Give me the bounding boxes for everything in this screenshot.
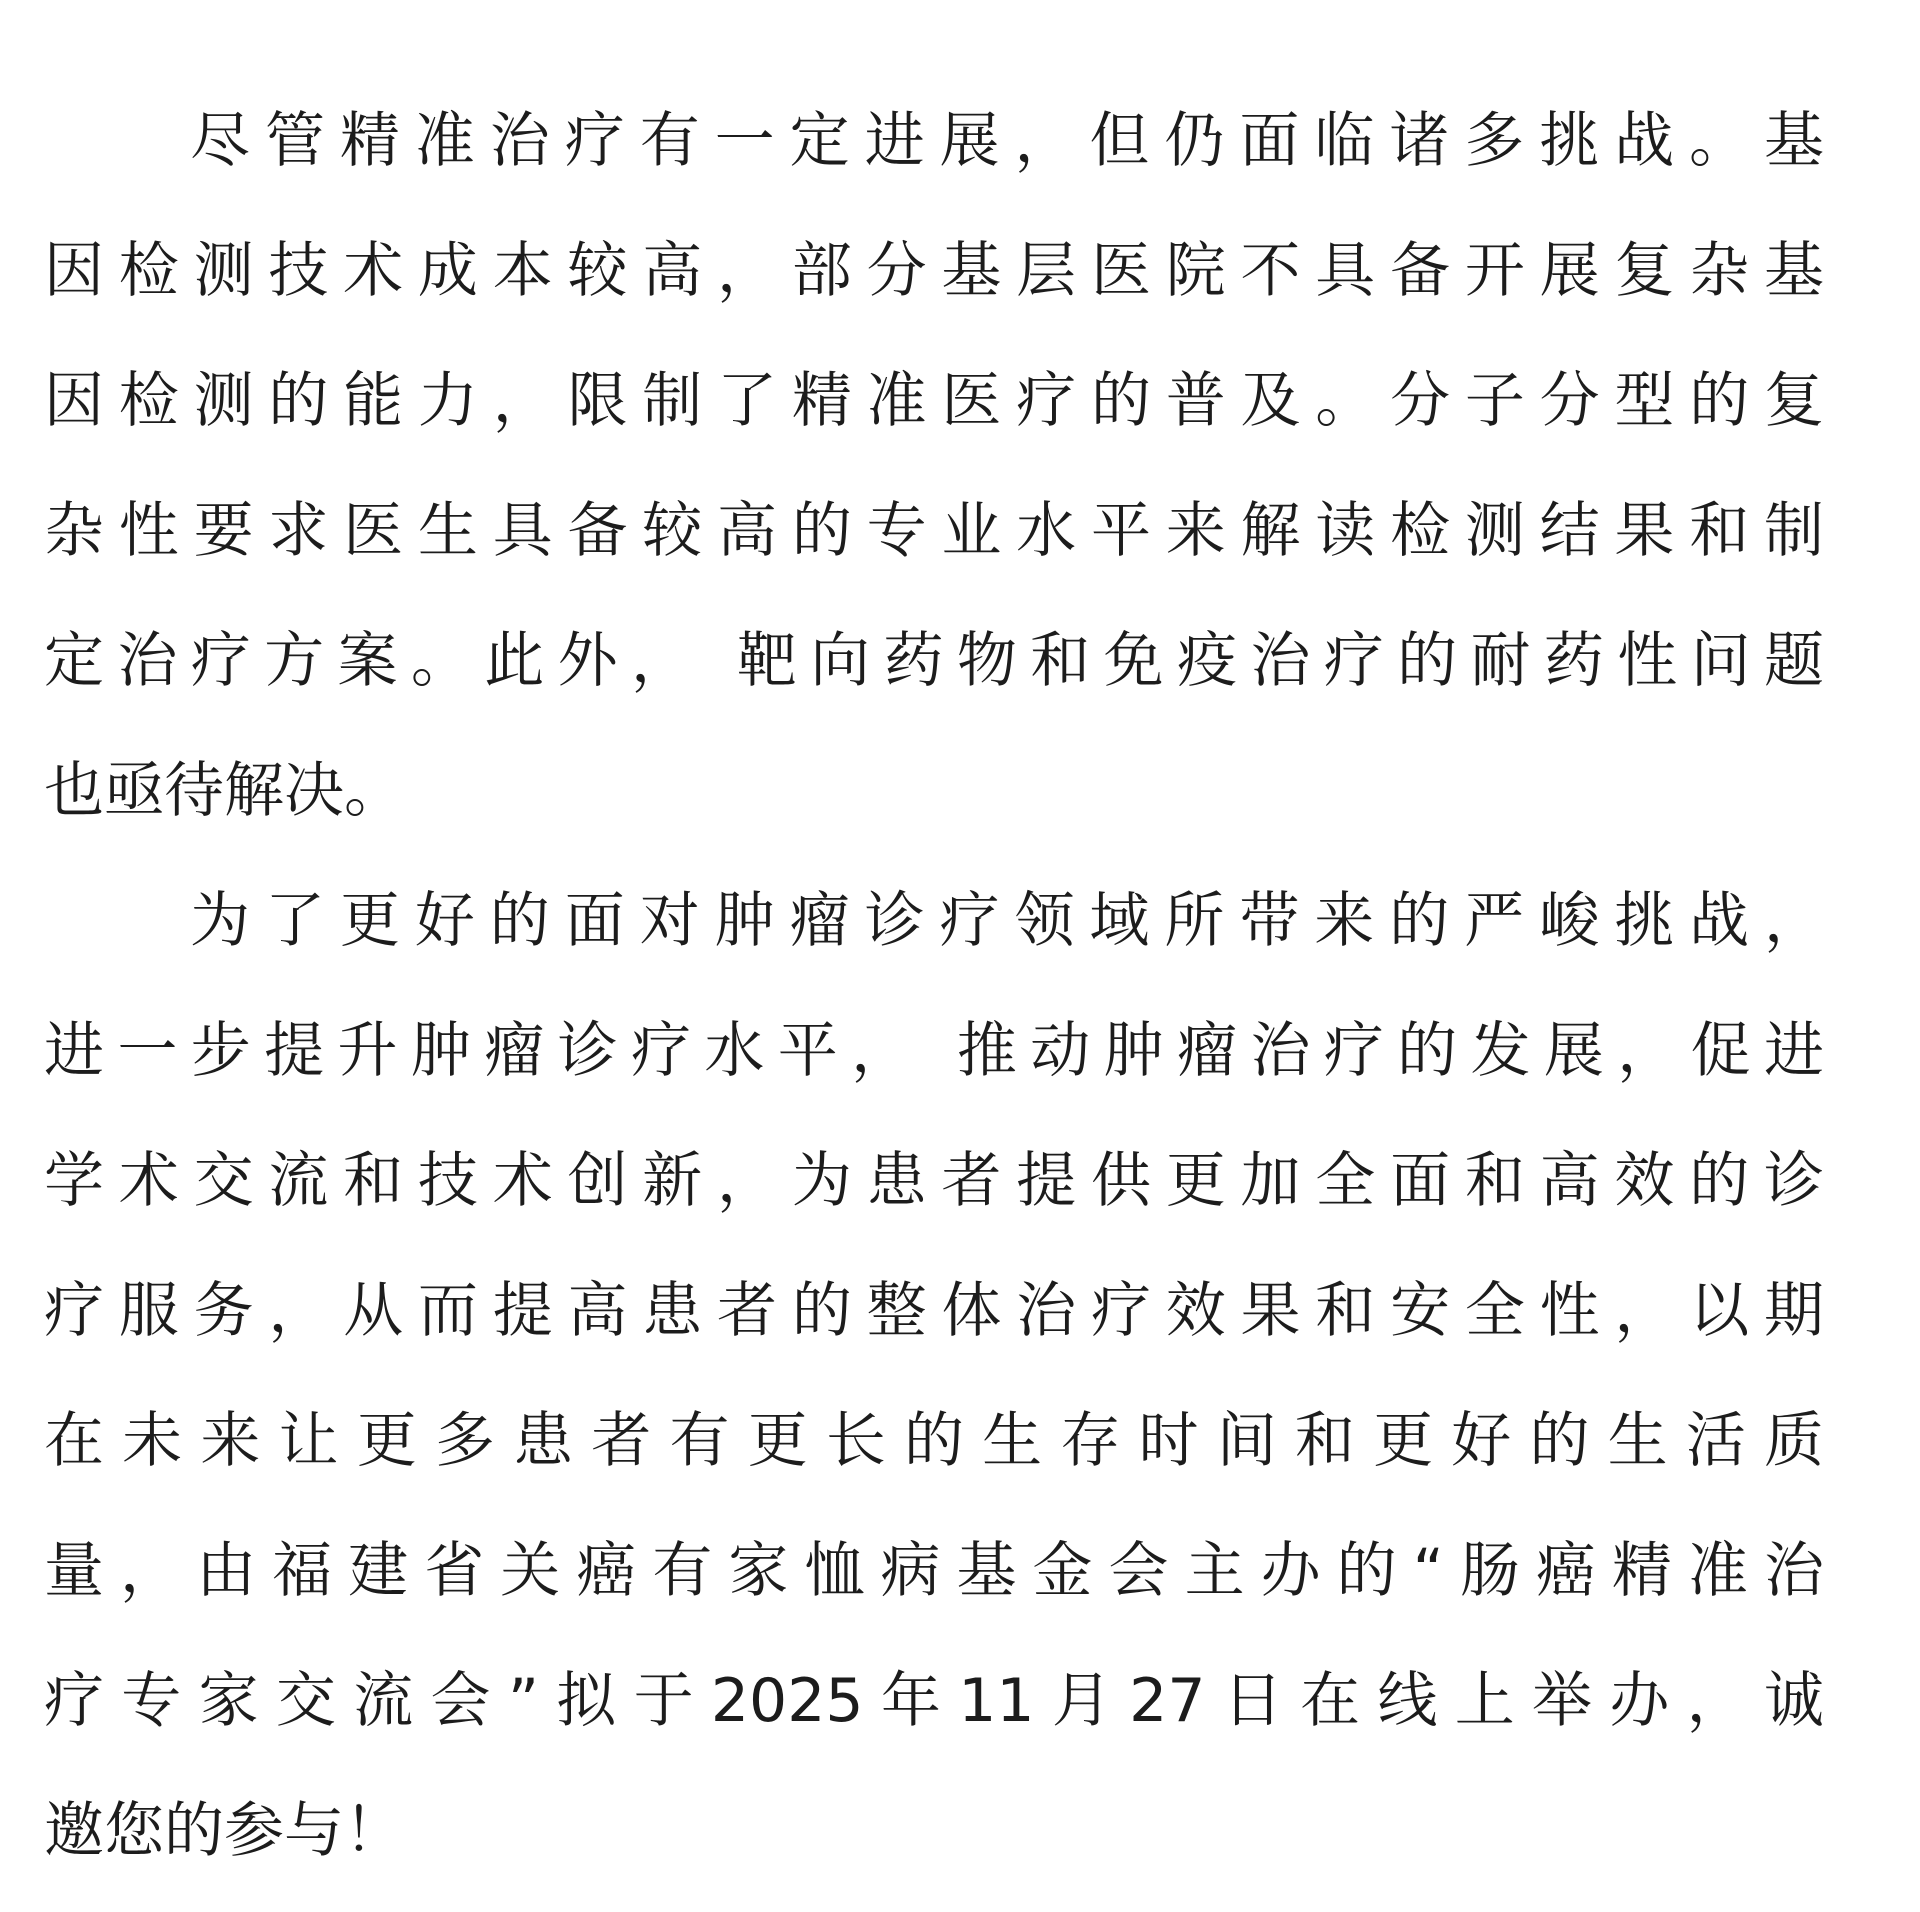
paragraph-2 xyxy=(44,856,1824,1896)
text-line: 疗专家交流会”拟于2025年11月27日在线上举办，诚 xyxy=(44,1666,1824,1736)
text-line: 为了更好的面对肿瘤诊疗领域所带来的严峻挑战， xyxy=(190,886,1824,956)
text-line: 邀您的参与！ xyxy=(44,1796,404,1866)
text-line: 进一步提升肿瘤诊疗水平， 推动肿瘤治疗的发展，促进 xyxy=(44,1016,1824,1086)
paragraph-1 xyxy=(44,76,1824,856)
text-line: 量，由福建省关癌有家恤病基金会主办的“肠癌精准治 xyxy=(44,1536,1824,1606)
text-line: 杂性要求医生具备较高的专业水平来解读检测结果和制 xyxy=(44,496,1824,566)
text-line: 也亟待解决。 xyxy=(44,756,404,826)
text-line: 疗服务，从而提高患者的整体治疗效果和安全性，以期 xyxy=(44,1276,1824,1346)
text-line: 因检测的能力，限制了精准医疗的普及。分子分型的复 xyxy=(44,366,1824,436)
text-line: 因检测技术成本较高，部分基层医院不具备开展复杂基 xyxy=(44,236,1824,306)
text-line: 在未来让更多患者有更长的生存时间和更好的生活质 xyxy=(44,1406,1824,1476)
text-line: 学术交流和技术创新，为患者提供更加全面和高效的诊 xyxy=(44,1146,1824,1216)
text-line: 尽管精准治疗有一定进展，但仍面临诸多挑战。基 xyxy=(190,106,1824,176)
document-body xyxy=(44,76,1824,1896)
text-line: 定治疗方案。此外， 靶向药物和免疫治疗的耐药性问题 xyxy=(44,626,1824,696)
